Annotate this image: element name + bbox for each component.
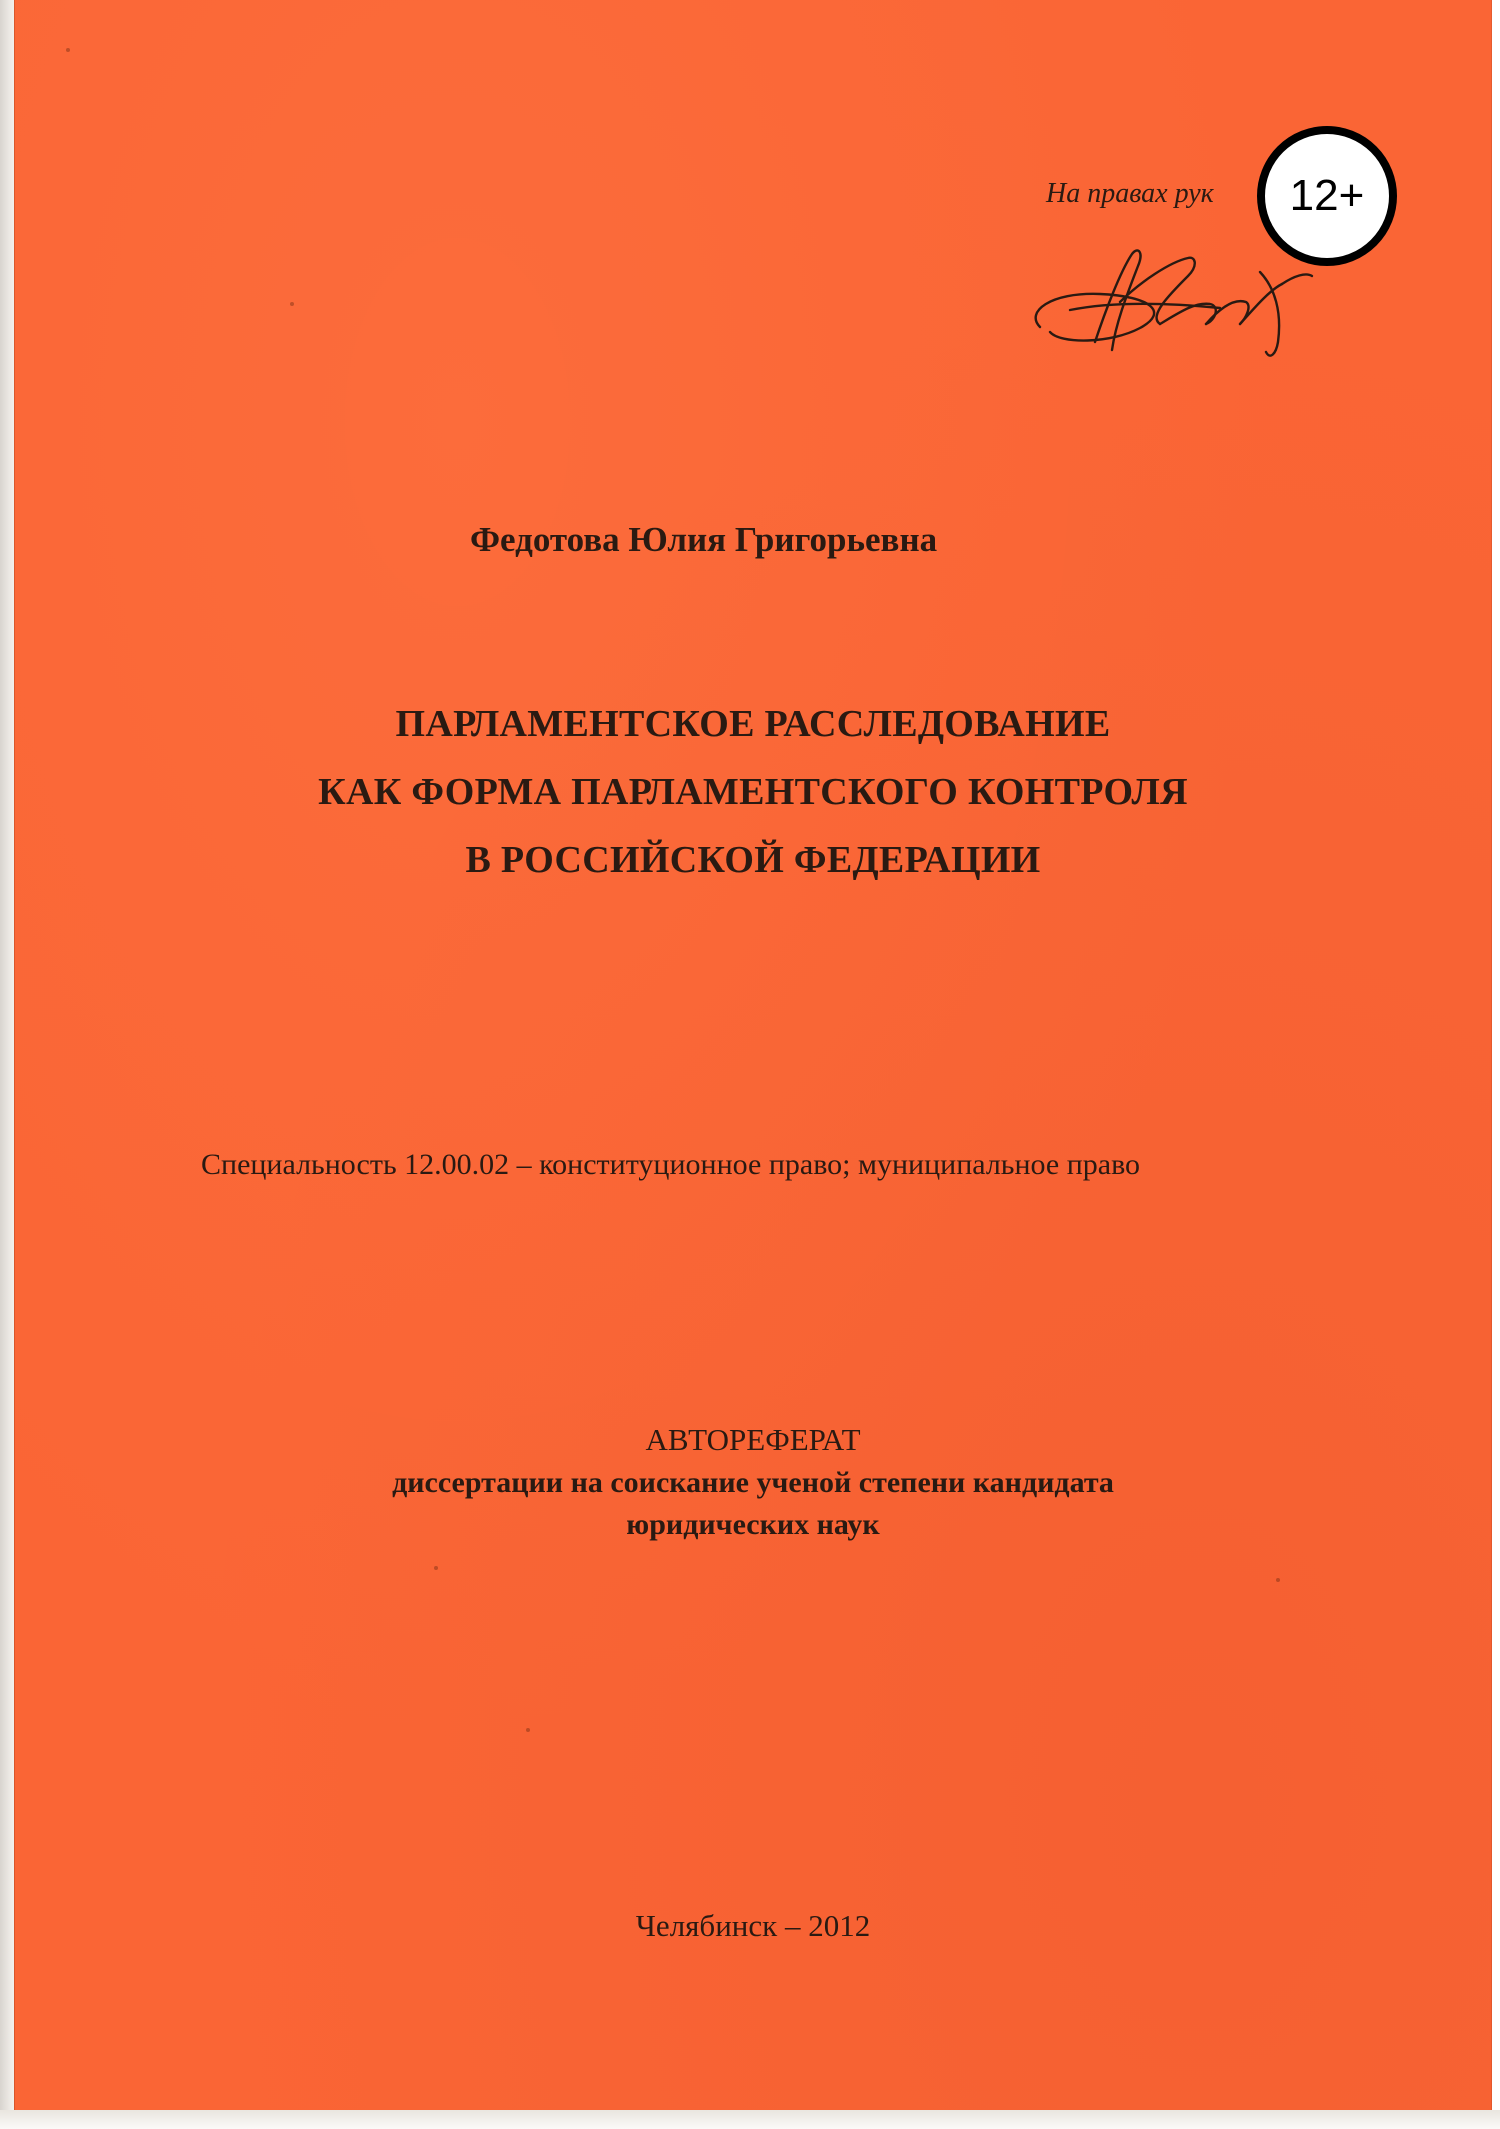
place-and-year: Челябинск – 2012	[635, 1908, 871, 1943]
paper-speck	[290, 302, 294, 306]
abstract-description-line-1: диссертации на соискание ученой степени кандидата	[392, 1466, 1114, 1499]
title-line-1: ПАРЛАМЕНТСКОЕ РАССЛЕДОВАНИЕ	[395, 703, 1111, 745]
paper-speck	[526, 1728, 530, 1732]
title-line-3: В РОССИЙСКОЙ ФЕДЕРАЦИИ	[465, 839, 1041, 881]
abstract-description-line-2: юридических наук	[626, 1508, 880, 1541]
specialty-line: Специальность 12.00.02 – конституционное право; муниципальное право	[201, 1148, 1141, 1181]
paper-speck	[434, 1566, 438, 1570]
author-name: Федотова Юлия Григорьевна	[470, 520, 938, 559]
paper-speck	[1276, 1578, 1280, 1582]
rights-notice: На правах рук	[1046, 178, 1214, 209]
paper-speck	[66, 48, 70, 52]
title-line-2: КАК ФОРМА ПАРЛАМЕНТСКОГО КОНТРОЛЯ	[318, 771, 1188, 813]
page-bottom-edge	[0, 2110, 1500, 2129]
age-rating-badge: 12+	[1257, 126, 1397, 266]
handwritten-signature	[1020, 232, 1320, 367]
abstract-heading: АВТОРЕФЕРАТ	[645, 1422, 861, 1457]
